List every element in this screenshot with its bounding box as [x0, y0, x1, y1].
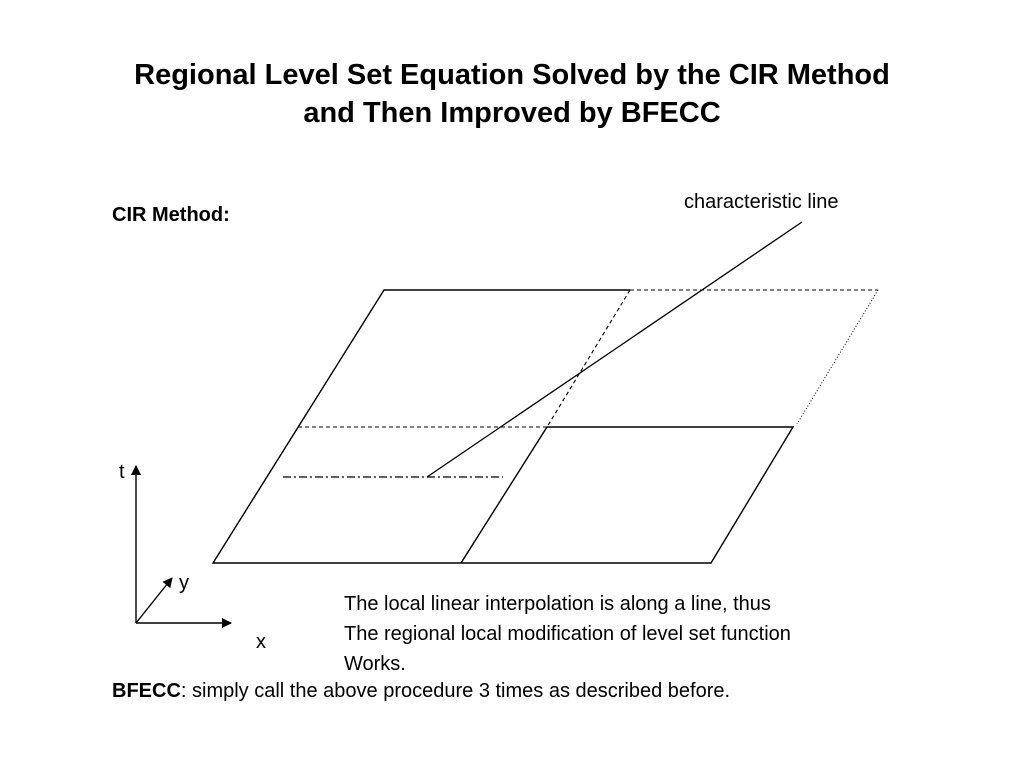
bfecc-text: : simply call the above procedure 3 times as described before.	[180, 680, 731, 702]
y-axis	[136, 578, 172, 623]
interpolation-note	[344, 589, 791, 679]
title-line-2: and Then Improved by BFECC	[303, 97, 721, 129]
note-line-2: The regional local modification of level set function	[344, 623, 791, 645]
t-axis-label: t	[119, 461, 125, 483]
y-axis-label: y	[179, 572, 189, 594]
bfecc-label: BFECC	[112, 680, 181, 702]
note-line-3: Works.	[344, 653, 406, 675]
characteristic-line	[427, 222, 802, 477]
plane-dotted-edge	[797, 290, 878, 424]
characteristic-line-label: characteristic line	[684, 191, 839, 213]
bfecc-note	[112, 677, 730, 705]
x-axis-label: x	[256, 631, 266, 653]
cir-method-label: CIR Method:	[112, 204, 230, 226]
plane-dashed-edges	[298, 290, 878, 427]
note-line-1: The local linear interpolation is along a line, thus	[344, 593, 771, 615]
title-line-1: Regional Level Set Equation Solved by the CIR Method	[134, 59, 890, 91]
